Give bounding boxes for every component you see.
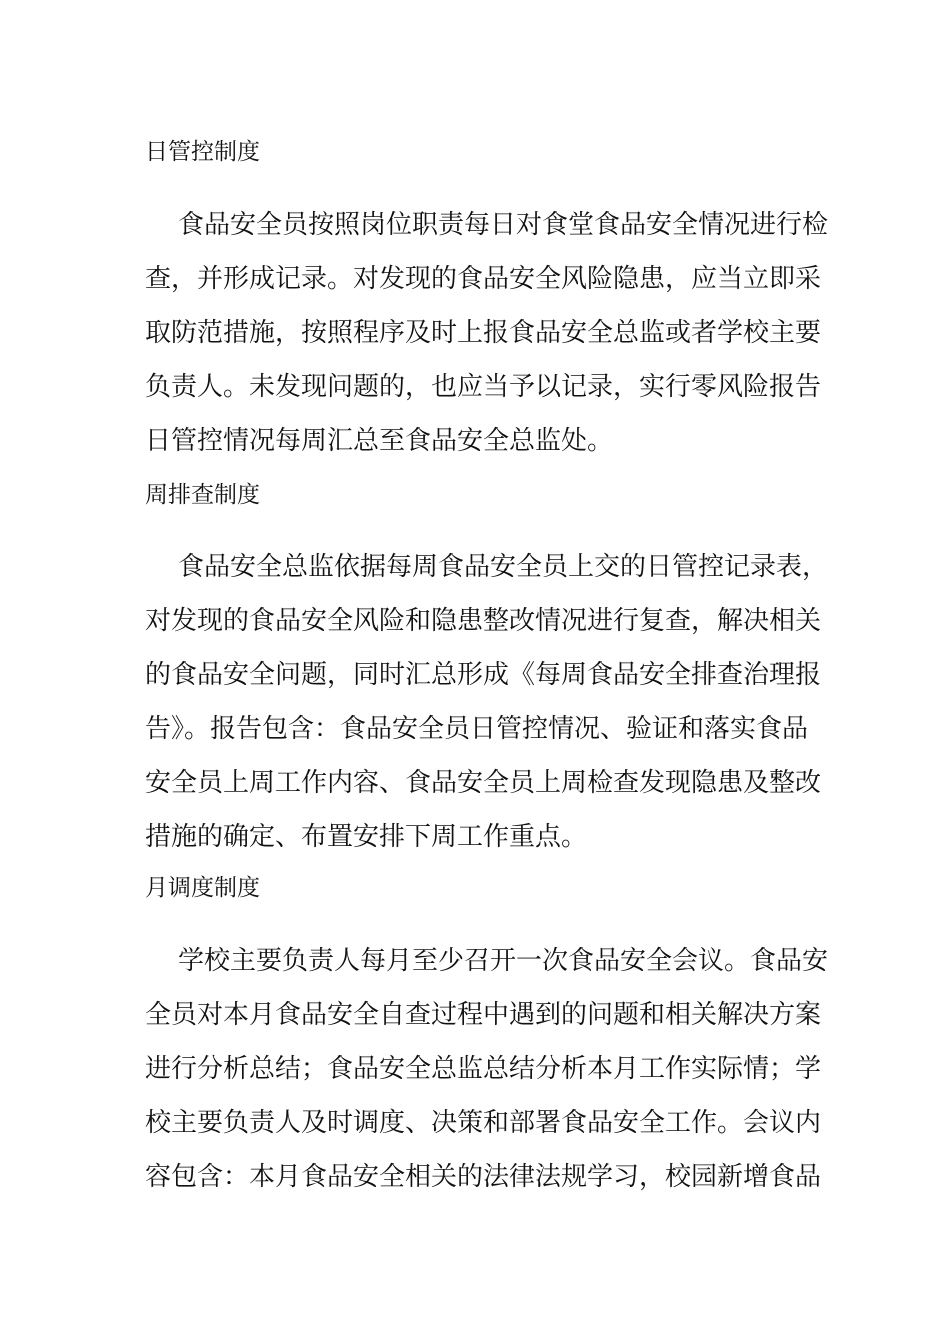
body-line: 日管控情况每周汇总至食品安全总监处。 [145, 426, 614, 456]
body-line: 全员对本月食品安全自查过程中遇到的问题和相关解决方案 [145, 1000, 822, 1030]
section-heading-monthly: 月调度制度 [145, 875, 260, 901]
body-line: 安全员上周工作内容、食品安全员上周检查发现隐患及整改 [145, 768, 822, 798]
section-body-monthly [145, 934, 829, 1204]
body-line: 对发现的食品安全风险和隐患整改情况进行复查，解决相关 [145, 606, 822, 636]
body-line: 的食品安全问题，同时汇总形成《每周食品安全排查治理报 [145, 660, 822, 690]
body-line: 校主要负责人及时调度、决策和部署食品安全工作。会议内 [145, 1108, 822, 1138]
body-line: 查，并形成记录。对发现的食品安全风险隐患，应当立即采 [145, 264, 822, 294]
body-line: 取防范措施，按照程序及时上报食品安全总监或者学校主要 [145, 318, 822, 348]
body-line: 告》。报告包含：食品安全员日管控情况、验证和落实食品 [145, 714, 809, 744]
body-line: 措施的确定、布置安排下周工作重点。 [145, 822, 588, 852]
section-body-daily [145, 198, 829, 468]
body-line: 负责人。未发现问题的，也应当予以记录，实行零风险报告 [145, 372, 822, 402]
section-heading-weekly: 周排查制度 [145, 482, 260, 508]
body-line: 食品安全员按照岗位职责每日对食堂食品安全情况进行检 [178, 210, 829, 240]
section-body-weekly [145, 540, 829, 864]
section-heading-daily: 日管控制度 [145, 139, 260, 165]
body-line: 食品安全总监依据每周食品安全员上交的日管控记录表， [178, 552, 829, 582]
body-line: 容包含：本月食品安全相关的法律法规学习，校园新增食品 [145, 1162, 822, 1192]
body-line: 学校主要负责人每月至少召开一次食品安全会议。食品安 [178, 946, 829, 976]
body-line: 进行分析总结；食品安全总监总结分析本月工作实际情；学 [145, 1054, 822, 1084]
